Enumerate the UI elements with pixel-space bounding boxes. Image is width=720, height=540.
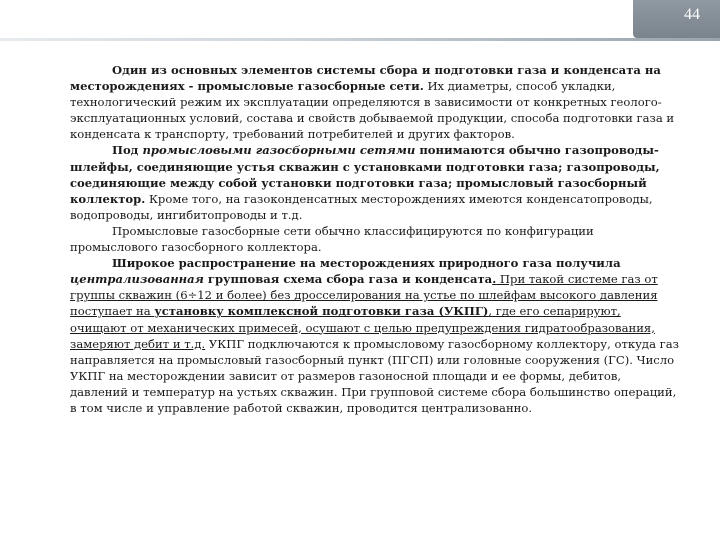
- p4-text: УКПГ подключаются к промысловому газосборному коллектору, откуда газ направляется на промысловый газосборный пункт (ПГСП) или головные сооружения (ГС). Число УКПГ на месторождении зависит от размеров газоносной площади и ее формы, дебитов, давлений и температур на устьях скважин. При групповой системе сбора большинство операций, в том числе и управление работой скважин, проводится централизованно.: [70, 336, 679, 415]
- p1-text: Их диаметры, способ укладки, технологический режим их эксплуатации определяются в зависимости от конкретных геолого-эксплуатационных условий, состава и свойств добываемой продукции, способа подготовки газа и конденсата к транспорту, требований потребителей и других факторов.: [70, 79, 675, 142]
- p2-bold-text: понимаются обычно газопроводы-шлейфы, соединяющие устья скважин с установками подготовки газа; газопроводы, соединяющие между собой установки подготовки газа; промысловый газосборный коллектор.: [70, 143, 660, 206]
- p3-text: Промысловые газосборные сети обычно классифицируются по конфигурации промыслового газосборного коллектора.: [70, 223, 594, 255]
- p2-bold-lead: Под: [112, 143, 143, 158]
- p4-term: централизованная: [70, 272, 204, 287]
- paragraph-1: [70, 62, 680, 142]
- p2-text: Кроме того, на газоконденсатных месторождениях имеются конденсатопроводы, водопроводы, ингибитопроводы и т.д.: [70, 191, 653, 222]
- paragraph-4: [70, 255, 680, 416]
- p4-ukpg-term: установку комплексной подготовки газа (УКПГ): [154, 304, 489, 319]
- p4-underlined-text: При такой системе газ от группы скважин (6÷12 и более) без дросселирования на устье по шлейфам высокого давления поступает на: [70, 272, 658, 319]
- paragraph-2: [70, 142, 680, 222]
- p4-bold-lead: Широкое распространение на месторождениях природного газа получила: [112, 256, 621, 271]
- page-number-badge: [633, 0, 720, 38]
- p1-bold-text: Один из основных элементов системы сбора и подготовки газа и конденсата на месторождениях - промысловые газосборные сети.: [70, 63, 661, 94]
- slide-header: [0, 0, 720, 42]
- slide-body: [70, 62, 680, 416]
- p4-dot: .: [492, 272, 497, 287]
- p2-term: промысловыми газосборными сетями: [142, 143, 416, 158]
- header-divider: [0, 38, 720, 41]
- paragraph-3: [70, 223, 680, 255]
- p4-bold-text: групповая схема сбора газа и конденсата: [203, 272, 493, 287]
- page-number: 44: [684, 6, 700, 23]
- p4-underlined-text-2: , где его сепарируют, очищают от механических примесей, осушают с целью предупреждения гидратообразования, замеряют дебит и т.д.: [70, 304, 655, 351]
